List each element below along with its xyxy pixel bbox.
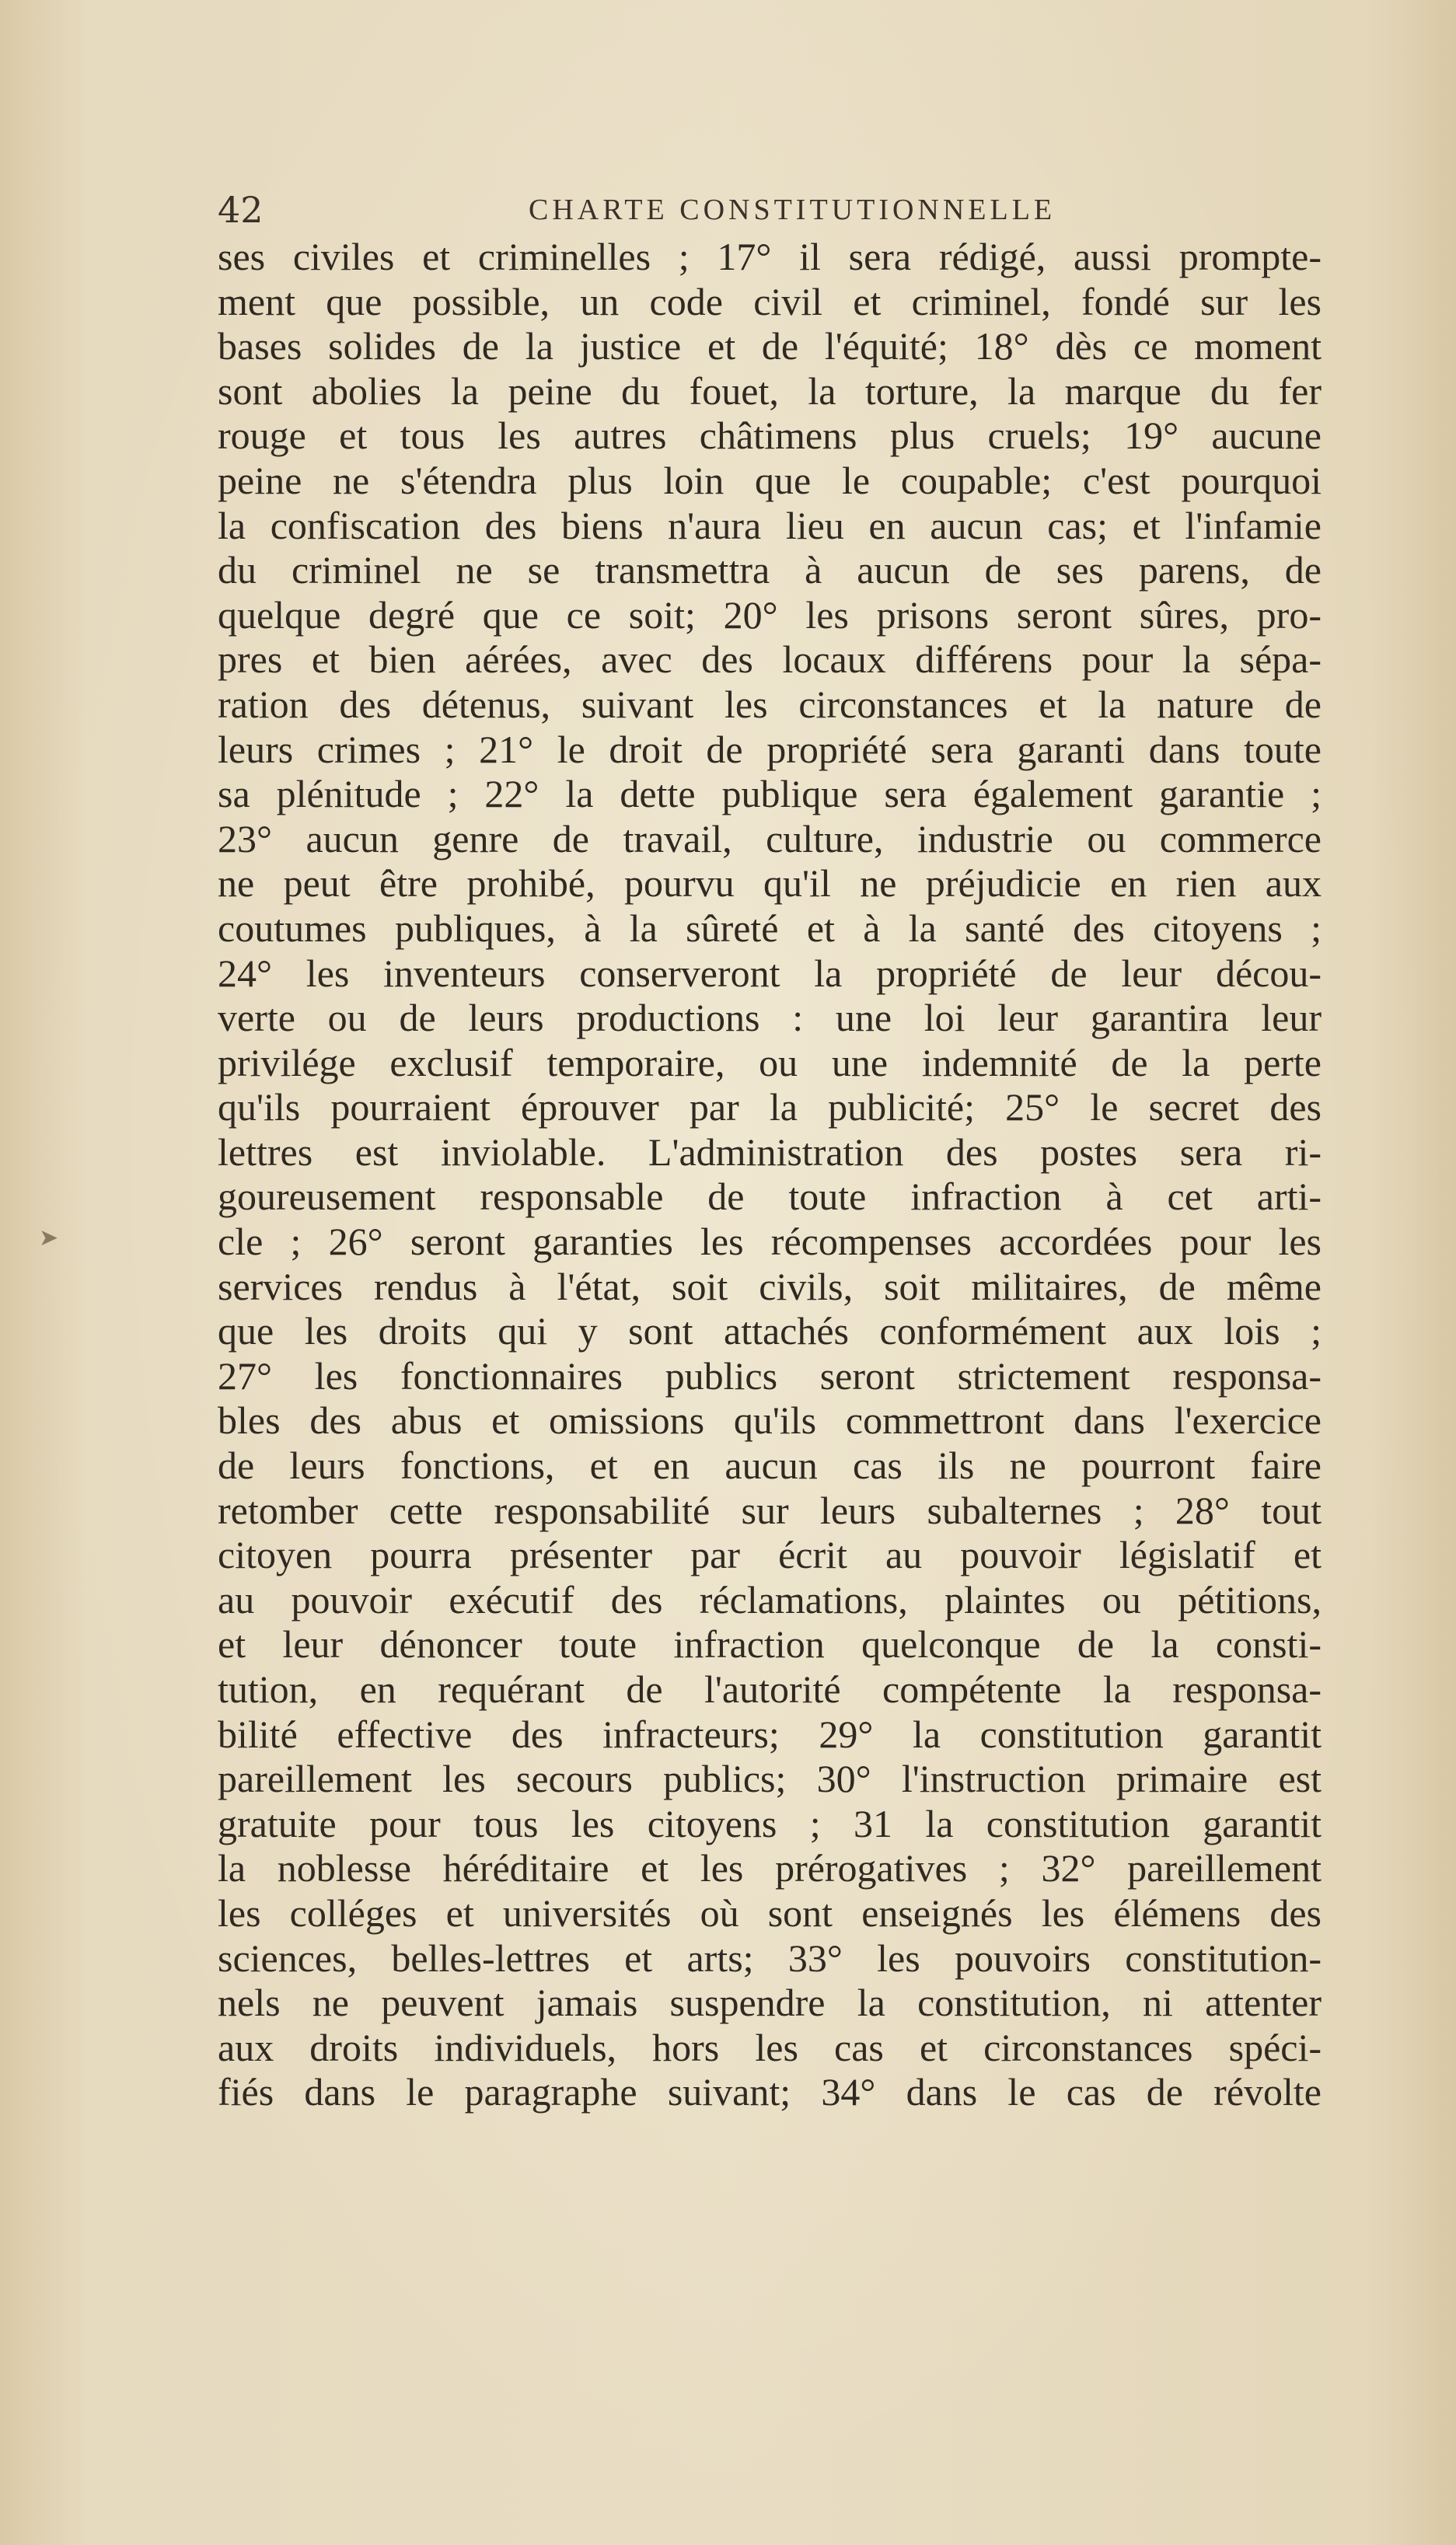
body-text bbox=[218, 235, 1322, 2115]
page-header bbox=[218, 187, 1322, 233]
text-line: gratuite pour tous les citoyens ; 31 la constitution garantit bbox=[218, 1801, 1322, 1845]
text-line: citoyen pourra présenter par écrit au pouvoir législatif et bbox=[218, 1533, 1322, 1577]
text-line: sciences, belles-lettres et arts; 33° les pouvoirs constitution- bbox=[218, 1936, 1322, 1980]
running-head: CHARTE CONSTITUTIONNELLE bbox=[529, 194, 1056, 226]
text-line: lettres est inviolable. L'administration des postes sera ri- bbox=[218, 1129, 1322, 1174]
text-line: 24° les inventeurs conserveront la propriété de leur décou- bbox=[218, 951, 1322, 995]
text-line: verte ou de leurs productions : une loi leur garantira leur bbox=[218, 996, 1322, 1040]
text-line: quelque degré que ce soit; 20° les prisons seront sûres, pro- bbox=[218, 592, 1322, 637]
text-line: ment que possible, un code civil et criminel, fondé sur les bbox=[218, 279, 1322, 323]
text-line: retomber cette responsabilité sur leurs subalternes ; 28° tout bbox=[218, 1488, 1322, 1532]
text-line: services rendus à l'état, soit civils, soit militaires, de même bbox=[218, 1264, 1322, 1308]
text-line: du criminel ne se transmettra à aucun de ses parens, de bbox=[218, 548, 1322, 592]
text-line: la confiscation des biens n'aura lieu en aucun cas; et l'infamie bbox=[218, 503, 1322, 547]
page-number: 42 bbox=[218, 189, 264, 231]
text-line: que les droits qui y sont attachés conformément aux lois ; bbox=[218, 1309, 1322, 1353]
text-line: ne peut être prohibé, pourvu qu'il ne préjudicie en rien aux bbox=[218, 861, 1322, 906]
text-line: rouge et tous les autres châtimens plus cruels; 19° aucune bbox=[218, 414, 1322, 458]
text-line: privilége exclusif temporaire, ou une indemnité de la perte bbox=[218, 1040, 1322, 1084]
text-line: bases solides de la justice et de l'équité; 18° dès ce moment bbox=[218, 324, 1322, 368]
text-line: les colléges et universités où sont enseignés les élémens des bbox=[218, 1890, 1322, 1935]
text-line: la noblesse héréditaire et les prérogatives ; 32° pareillement bbox=[218, 1846, 1322, 1890]
text-line: goureusement responsable de toute infraction à cet arti- bbox=[218, 1175, 1322, 1219]
margin-mark: ➤ bbox=[39, 1224, 59, 1252]
text-line: et leur dénoncer toute infraction quelconque de la consti- bbox=[218, 1622, 1322, 1667]
text-line: tution, en requérant de l'autorité compétente la responsa- bbox=[218, 1667, 1322, 1711]
text-line: cle ; 26° seront garanties les récompenses accordées pour les bbox=[218, 1220, 1322, 1264]
text-line: aux droits individuels, hors les cas et circonstances spéci- bbox=[218, 2025, 1322, 2069]
text-line: bles des abus et omissions qu'ils commettront dans l'exercice bbox=[218, 1398, 1322, 1443]
text-line: coutumes publiques, à la sûreté et à la santé des citoyens ; bbox=[218, 906, 1322, 950]
text-line: 23° aucun genre de travail, culture, industrie ou commerce bbox=[218, 816, 1322, 861]
text-line: leurs crimes ; 21° le droit de propriété sera garanti dans toute bbox=[218, 727, 1322, 771]
text-line: pareillement les secours publics; 30° l'instruction primaire est bbox=[218, 1757, 1322, 1801]
text-line: nels ne peuvent jamais suspendre la constitution, ni attenter bbox=[218, 1981, 1322, 2025]
text-line: sa plénitude ; 22° la dette publique sera également garantie ; bbox=[218, 772, 1322, 816]
text-line: fiés dans le paragraphe suivant; 34° dans le cas de révolte bbox=[218, 2070, 1322, 2114]
text-line: peine ne s'étendra plus loin que le coupable; c'est pourquoi bbox=[218, 458, 1322, 502]
text-line: de leurs fonctions, et en aucun cas ils ne pourront faire bbox=[218, 1444, 1322, 1488]
text-line: pres et bien aérées, avec des locaux différens pour la sépa- bbox=[218, 637, 1322, 682]
text-line: qu'ils pourraient éprouver par la publicité; 25° le secret des bbox=[218, 1085, 1322, 1129]
text-line: bilité effective des infracteurs; 29° la constitution garantit bbox=[218, 1712, 1322, 1756]
text-line: ses civiles et criminelles ; 17° il sera rédigé, aussi prompte- bbox=[218, 235, 1322, 278]
text-line: sont abolies la peine du fouet, la torture, la marque du fer bbox=[218, 368, 1322, 413]
text-line: ration des détenus, suivant les circonstances et la nature de bbox=[218, 682, 1322, 726]
text-line: au pouvoir exécutif des réclamations, plaintes ou pétitions, bbox=[218, 1577, 1322, 1622]
text-line: 27° les fonctionnaires publics seront strictement responsa- bbox=[218, 1353, 1322, 1398]
